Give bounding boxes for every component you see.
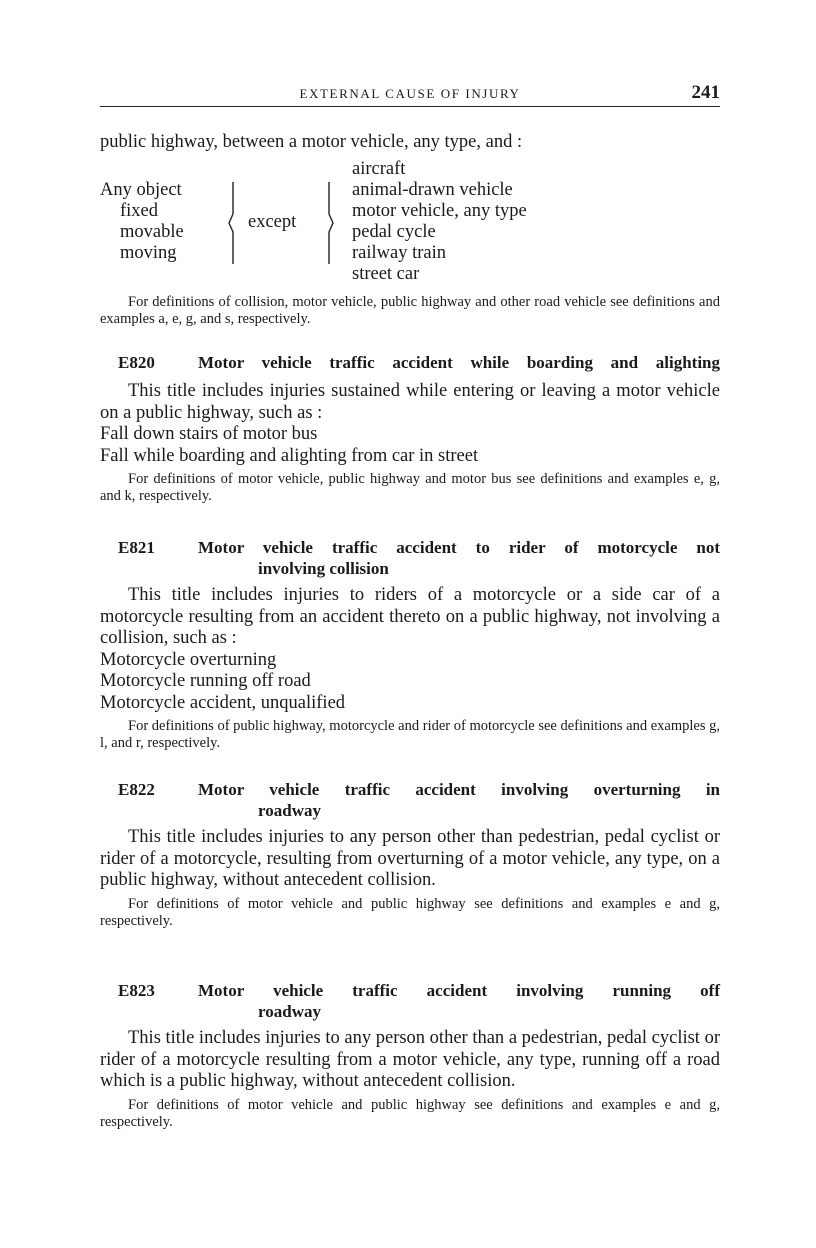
section-heading-e823 [100, 980, 720, 1022]
section-body: This title includes injuries sustained while entering or leaving a motor vehicle on a public highway, such as : [100, 381, 720, 423]
section-title-cont: roadway [258, 1002, 321, 1021]
section-body-e820 [100, 381, 720, 505]
section-code: E822 [118, 780, 155, 799]
list-item: Motorcycle overturning [100, 649, 277, 670]
left-item: Any object [100, 180, 182, 200]
right-item: railway train [352, 243, 446, 263]
right-item: animal-drawn vehicle [352, 180, 513, 200]
list-item: Motorcycle accident, unqualified [100, 692, 346, 713]
section-body-e823 [100, 1028, 720, 1131]
right-item: motor vehicle, any type [352, 201, 527, 221]
page-number: 241 [691, 82, 720, 103]
section-title: Motor vehicle traffic accident to rider of motorcycle not [198, 538, 720, 557]
right-item: street car [352, 264, 420, 284]
chapter-title: EXTERNAL CAUSE OF INJURY [299, 86, 521, 101]
section-body-e821 [100, 585, 720, 752]
right-brace [322, 180, 336, 266]
definition-note: For definitions of motor vehicle, public highway and motor bus see definitions and examples e, g, and k, respectively. [100, 471, 720, 504]
section-body: This title includes injuries to any person other than a pedestrian, pedal cyclist or rider of a motorcycle resulting from a motor vehicle, any type, running off a road which is a public highway, without antecedent collision. [100, 1028, 720, 1091]
right-item: pedal cycle [352, 222, 436, 242]
section-heading-e820 [100, 352, 720, 373]
section-body: This title includes injuries to any person other than pedestrian, pedal cyclist or rider of a motorcycle, resulting from overturning of a motor vehicle, any type, on a public highway, without antecedent collision. [100, 827, 720, 890]
list-item: Motorcycle running off road [100, 671, 311, 691]
section-title-cont: involving collision [258, 559, 389, 578]
left-brace [226, 180, 240, 266]
section-heading-e822 [100, 779, 720, 821]
definition-note: For definitions of motor vehicle and public highway see definitions and examples e and g, respectively. [100, 895, 720, 929]
definition-note: For definitions of collision, motor vehicle, public highway and other road vehicle see definitions and examples a, e, g, and s, respectively. [100, 294, 720, 327]
section-code: E820 [118, 353, 155, 372]
section-code: E821 [118, 538, 155, 557]
section-title: Motor vehicle traffic accident involving overturning in [198, 780, 720, 799]
section-title: Motor vehicle traffic accident while boarding and alighting [198, 353, 720, 372]
left-item: moving [120, 243, 177, 263]
section-body: This title includes injuries to riders of a motorcycle or a side car of a motorcycle resulting from an accident thereto on a public highway, not involving a collision, such as : [100, 585, 720, 648]
definition-note: For definitions of public highway, motorcycle and rider of motorcycle see definitions and examples g, l, and r, respectively. [100, 718, 720, 751]
section-title-cont: roadway [258, 801, 321, 820]
intro-line: public highway, between a motor vehicle, any type, and : [100, 132, 523, 152]
definition-note: For definitions of motor vehicle and public highway see definitions and examples e and g, respectively. [100, 1096, 720, 1130]
connector-word: except [248, 212, 297, 232]
right-item: aircraft [352, 159, 406, 179]
left-item: movable [120, 222, 184, 242]
left-item: fixed [120, 201, 159, 221]
section-body-e822 [100, 827, 720, 930]
section-code: E823 [118, 981, 155, 1000]
section-heading-e821 [100, 537, 720, 579]
running-header [100, 82, 720, 107]
intro-section [100, 132, 720, 154]
list-item: Fall while boarding and alighting from car in street [100, 445, 479, 466]
intro-note-block [100, 294, 720, 328]
list-item: Fall down stairs of motor bus [100, 424, 318, 444]
section-title: Motor vehicle traffic accident involving running off [198, 981, 720, 1000]
